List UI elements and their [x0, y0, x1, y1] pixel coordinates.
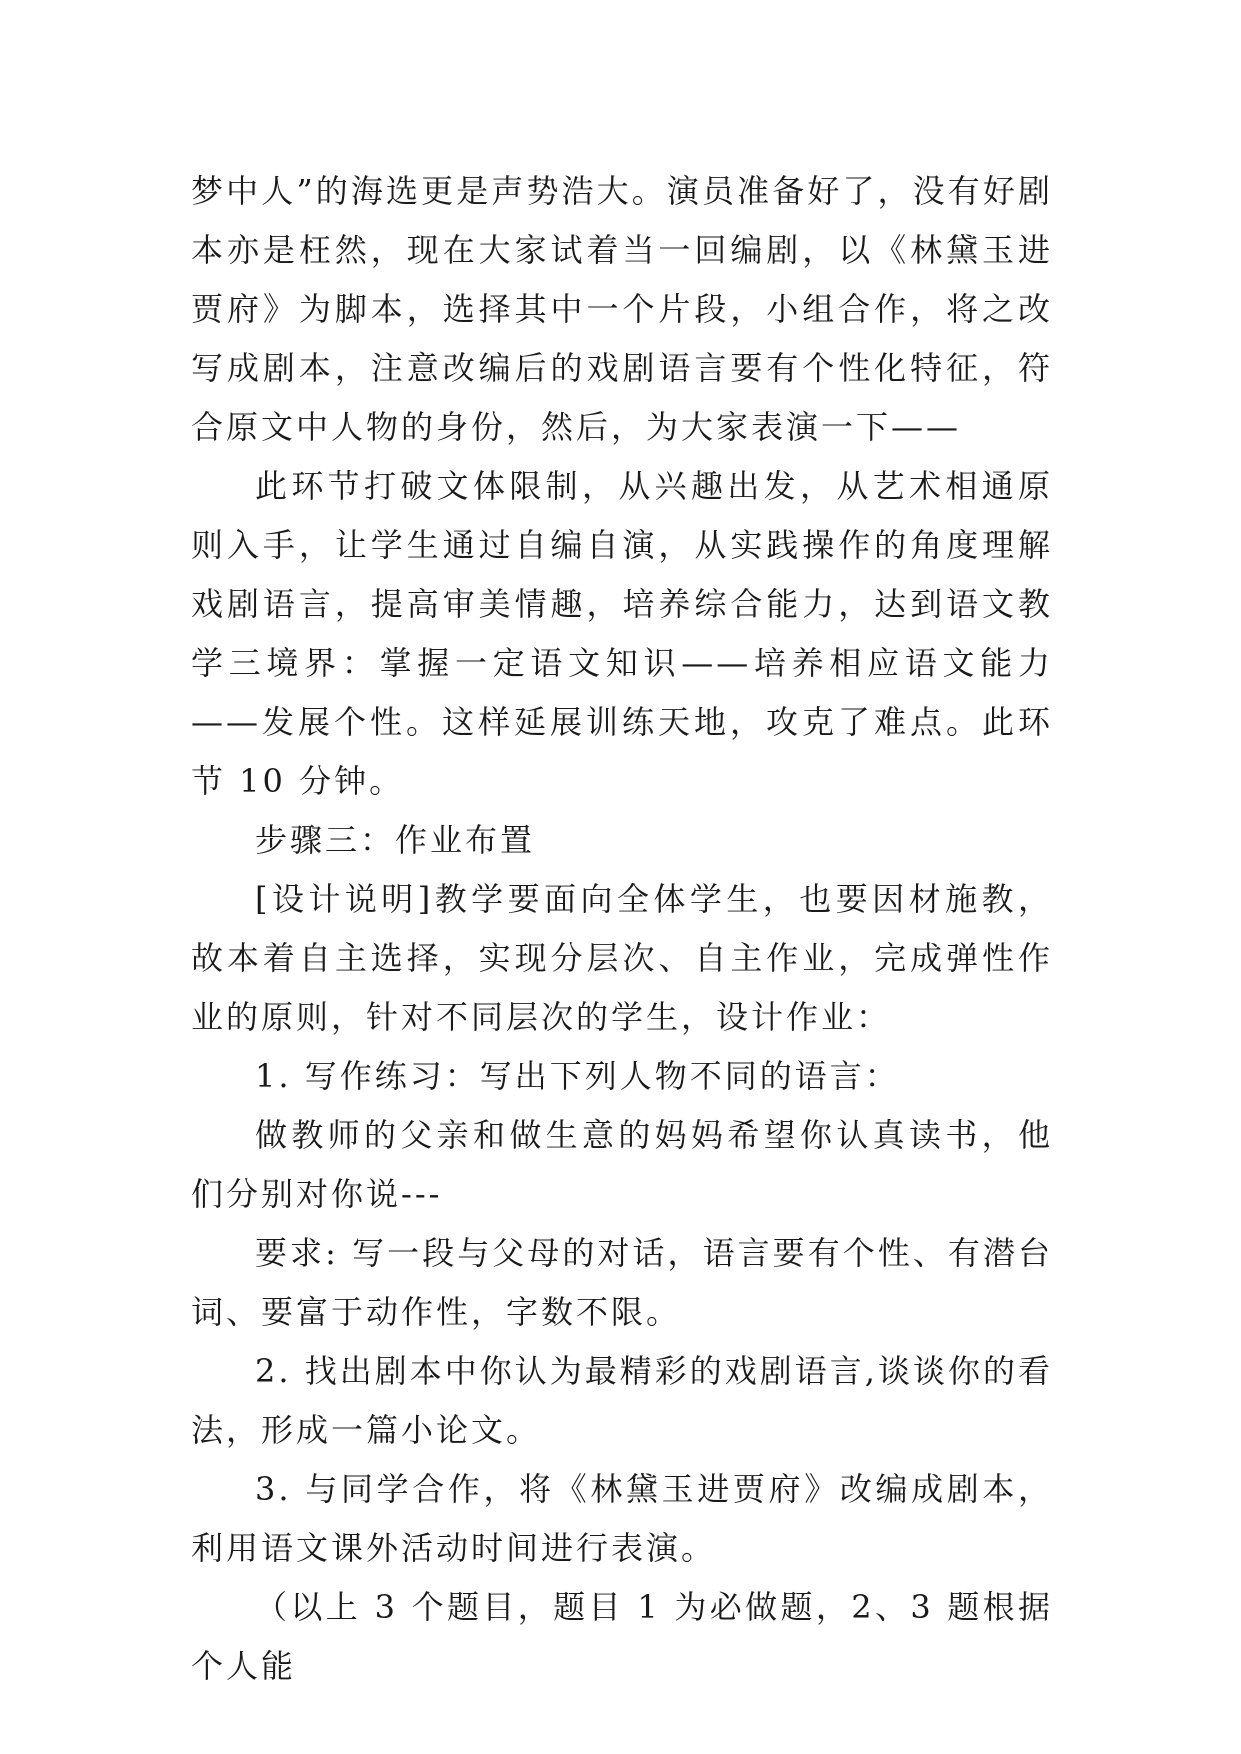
paragraph-continuation: 梦中人”的海选更是声势浩大。演员准备好了，没有好剧本亦是枉然，现在大家试着当一回编剧，以《林黛玉进贾府》为脚本，选择其中一个片段，小组合作，将之改写成剧本，注意改编后的戏剧语言要有个性化特征，符合原文中人物的身份，然后，为大家表演一下—— — [191, 172, 1053, 446]
paragraph-design-explanation: [设计说明]教学要面向全体学生，也要因材施教，故本着自主选择，实现分层次、自主作业，完成弹性作业的原则，针对不同层次的学生，设计作业： — [191, 880, 1053, 1036]
document-body — [191, 162, 1053, 1696]
homework-item-1-requirement: 要求: 写一段与父母的对话，语言要有个性、有潜台词、要富于动作性，字数不限。 — [191, 1234, 1053, 1331]
homework-note: （以上 3 个题目，题目 1 为必做题，2、3 题根据个人能 — [191, 1588, 1053, 1685]
homework-item-1: 1. 写作练习：写出下列人物不同的语言： — [255, 1057, 900, 1095]
homework-item-2: 2. 找出剧本中你认为最精彩的戏剧语言,谈谈你的看法，形成一篇小论文。 — [191, 1352, 1053, 1449]
paragraph-design-note: 此环节打破文体限制，从兴趣出发，从艺术相通原则入手，让学生通过自编自演，从实践操作的角度理解戏剧语言，提高审美情趣，培养综合能力，达到语文教学三境界：掌握一定语文知识——培养相应语文能力——发展个性。这样延展训练天地，攻克了难点。此环节 10 分钟。 — [191, 467, 1053, 800]
homework-item-1-prompt: 做教师的父亲和做生意的妈妈希望你认真读书，他们分别对你说--- — [191, 1116, 1053, 1213]
section-heading-step-three: 步骤三：作业布置 — [255, 821, 536, 859]
homework-item-3: 3. 与同学合作，将《林黛玉进贾府》改编成剧本，利用语文课外活动时间进行表演。 — [191, 1470, 1053, 1567]
